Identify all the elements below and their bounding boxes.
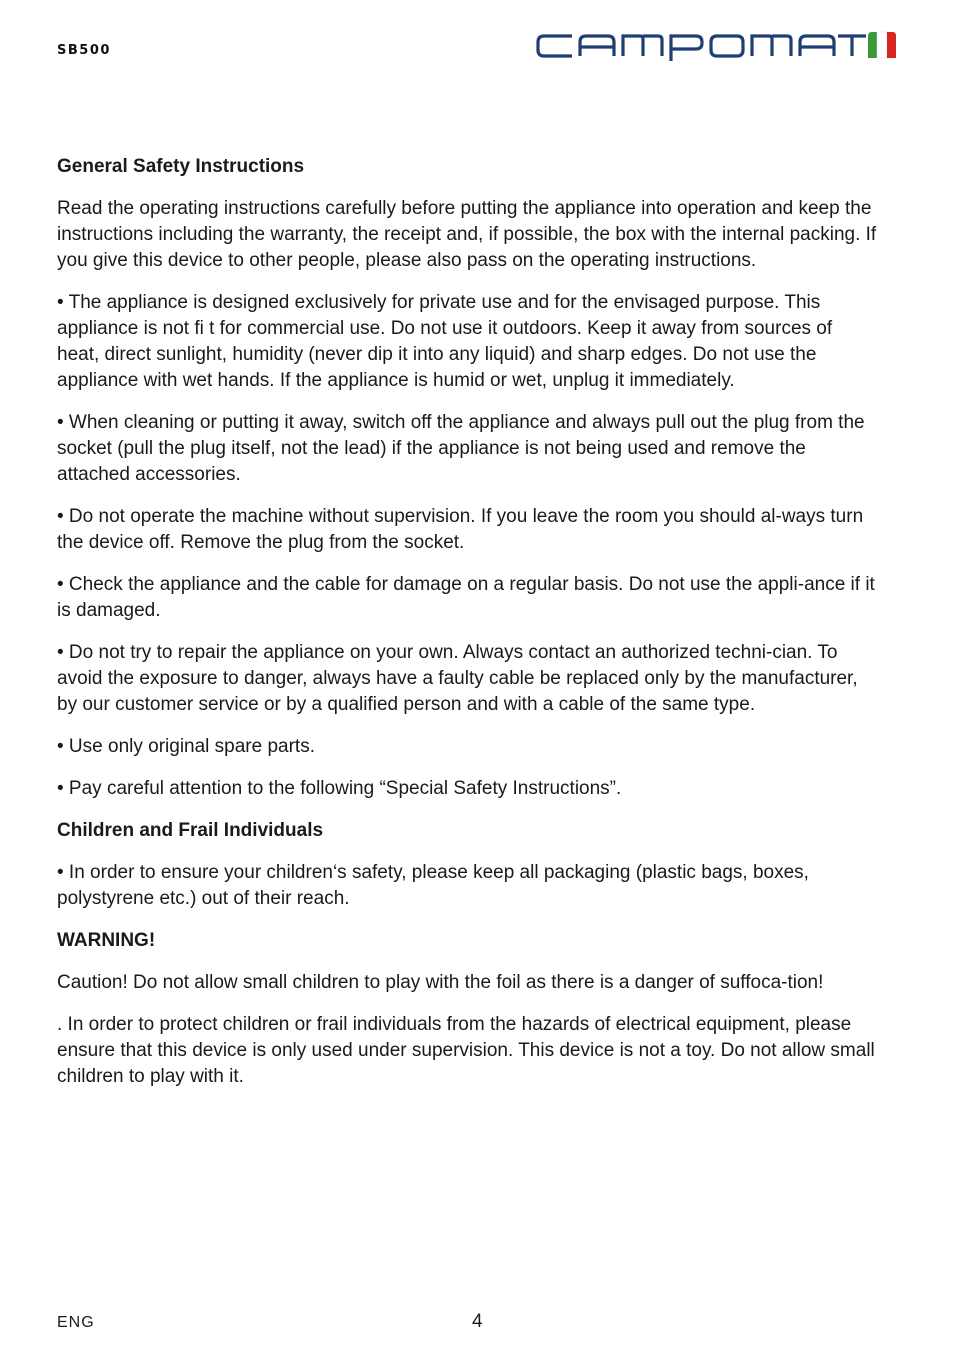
bullet-repair: • Do not try to repair the appliance on your own. Always contact an authorized techni-cian. To avoid the exposure to danger, always have a faulty cable be replaced only by the manufacturer, by our customer service or by a qualified person and with a cable of the same type. (57, 642, 858, 715)
bullet-special-instructions: • Pay careful attention to the following “Special Safety Instructions”. (57, 778, 622, 799)
campomatic-logo (536, 28, 898, 62)
children-bullet: • In order to ensure your children‘s safety, please keep all packaging (plastic bags, boxes, polystyrene etc.) out of their reach. (57, 862, 809, 909)
bullet-private-use: • The appliance is designed exclusively for private use and for the envisaged purpose. This appliance is not fi t for commercial use. Do not use it outdoors. Keep it away from sources of heat, direct sunlight, humidity (never dip it into any liquid) and sharp edges. Do not use the appliance with wet hands. If the appliance is humid or wet, unplug it immediately. (57, 292, 833, 391)
bullet-spare-parts: • Use only original spare parts. (57, 736, 315, 757)
general-intro-paragraph: Read the operating instructions carefully before putting the appliance into operation and keep the instructions including the warranty, the receipt and, if possible, the box with the internal packing. If you give this device to other people, please also pass on the operating instructions. (57, 198, 877, 271)
italian-flag-icon (866, 30, 898, 60)
bullet-cleaning: • When cleaning or putting it away, switch off the appliance and always pull out the plug from the socket (pull the plug itself, not the lead) if the appliance is not being used and remove the attached accessories. (57, 412, 865, 485)
bullet-check-damage: • Check the appliance and the cable for damage on a regular basis. Do not use the appli-ance if it is damaged. (57, 574, 875, 621)
protect-paragraph: . In order to protect children or frail individuals from the hazards of electrical equipment, please ensure that this device is only used under supervision. This device is not a toy. Do not allow small children to play with it. (57, 1014, 875, 1087)
warning-paragraph: Caution! Do not allow small children to play with the foil as there is a danger of suffoca-tion! (57, 972, 824, 993)
language-label: ENG (57, 1314, 95, 1331)
page-number: 4 (472, 1311, 483, 1332)
general-safety-heading: General Safety Instructions (57, 156, 305, 177)
children-heading: Children and Frail Individuals (57, 820, 324, 841)
document-body (57, 154, 879, 1106)
bullet-supervision: • Do not operate the machine without supervision. If you leave the room you should al-ways turn the device off. Remove the plug from the socket. (57, 506, 864, 553)
warning-heading: WARNING! (57, 930, 156, 951)
model-number: SB500 (57, 43, 111, 58)
